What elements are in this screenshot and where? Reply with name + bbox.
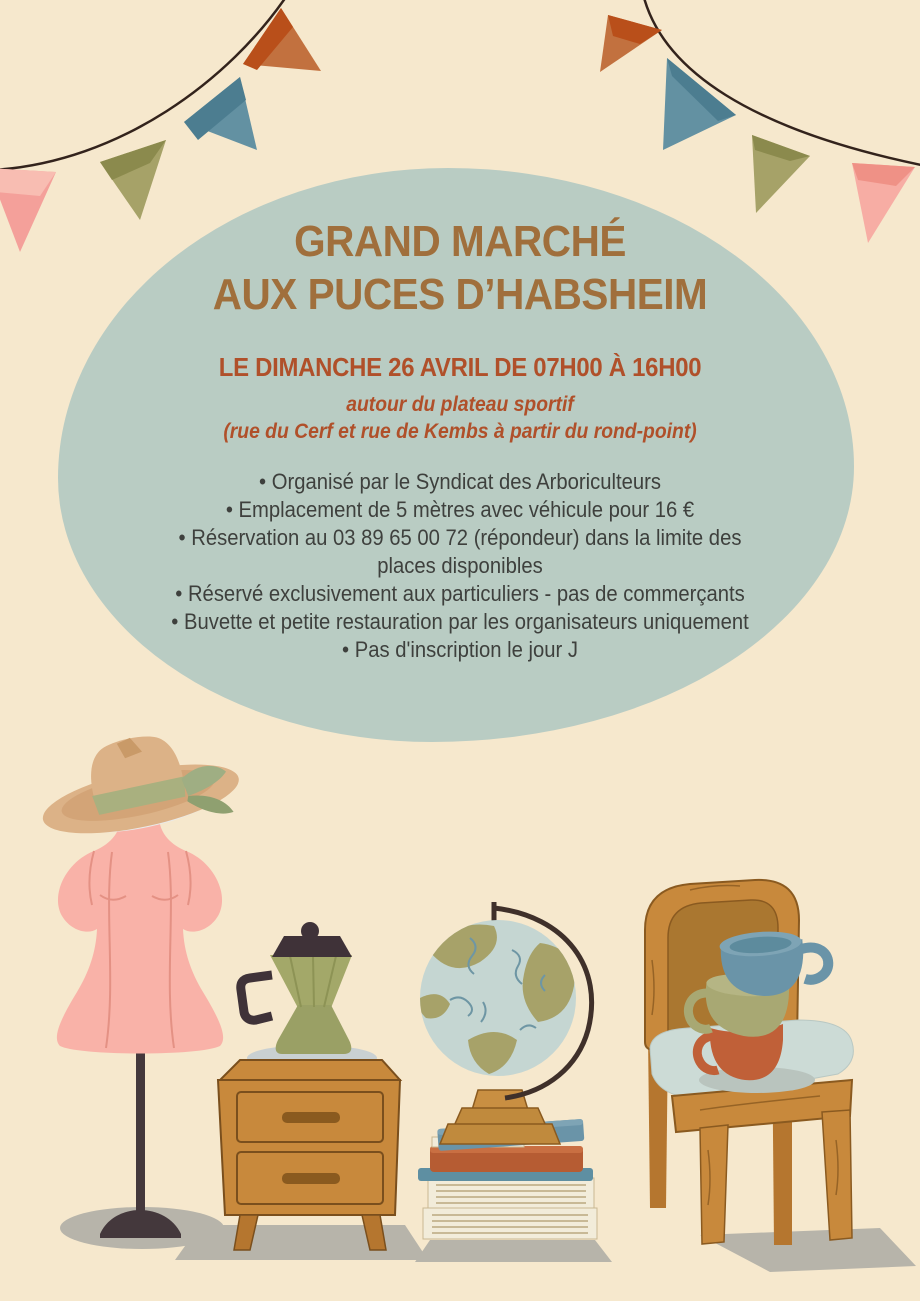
- bullet-organizer: • Organisé par le Syndicat des Arboriculteurs: [259, 469, 661, 494]
- event-date: LE DIMANCHE 26 AVRIL DE 07H00 À 16H00: [218, 352, 702, 382]
- info-bullet-list: [110, 468, 809, 664]
- bullet-inscription: • Pas d'inscription le jour J: [342, 637, 578, 662]
- location-line-2: (rue du Cerf et rue de Kembs à partir du rond-point): [223, 420, 697, 443]
- title-line-2: AUX PUCES D’HABSHEIM: [212, 270, 708, 319]
- location-line-1: autour du plateau sportif: [346, 393, 574, 416]
- event-location: [37, 391, 883, 445]
- bullet-buvette: • Buvette et petite restauration par les organisateurs uniquement: [171, 609, 749, 634]
- poster-text: [37, 0, 883, 1301]
- bullet-price: • Emplacement de 5 mètres avec véhicule pour 16 €: [225, 497, 695, 522]
- poster-title: [37, 215, 883, 321]
- bullet-reservation: • Réservation au 03 89 65 00 72 (répondeur) dans la limite des places disponibles: [178, 525, 742, 578]
- title-line-1: GRAND MARCHÉ: [294, 217, 626, 266]
- bullet-particuliers: • Réservé exclusivement aux particuliers - pas de commerçants: [175, 581, 745, 606]
